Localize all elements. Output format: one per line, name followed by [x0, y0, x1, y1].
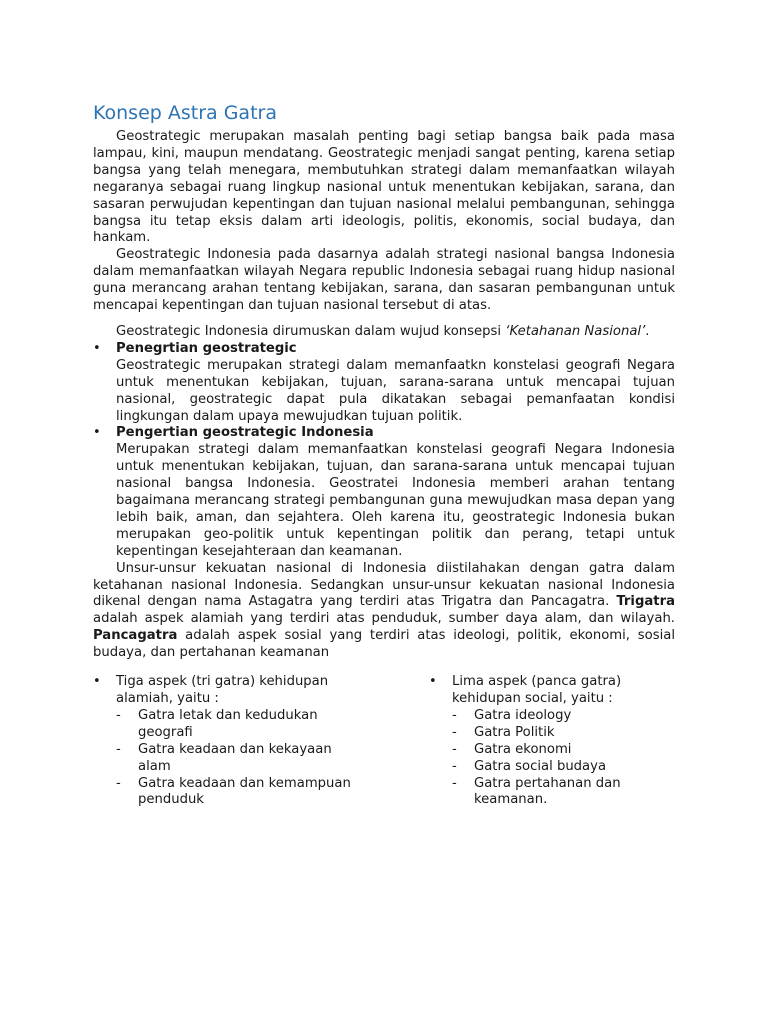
list-item: - Gatra ekonomi	[452, 741, 572, 757]
list-item: - Gatra keadaan dan kekayaan alam	[116, 741, 332, 774]
pancagatra-list	[452, 708, 652, 809]
document-content	[93, 101, 675, 809]
ketahanan-nasional-term: ‘Ketahanan Nasional’	[505, 323, 646, 339]
dash-icon: -	[452, 724, 457, 740]
bullet-2-text: Merupakan strategi dalam memanfaatkan konstelasi geografi Negara Indonesia untuk menentukan kebijakan, tujuan, dan sarana-sarana untuk mencapai tujuan nasional bangsa Indonesia. Geostratei Indonesia memberi arahan tentang bagaimana merancang strategi pembangunan guna mewujudkan masa depan yang lebih baik, aman, dan sejahtera. Oleh karena itu, geostrategic Indonesia bukan merupakan geo-politik untuk kepentingan politik dan perang, tetapi untuk kepentingan kesejahteraan dan keamanan.	[116, 442, 675, 559]
dash-icon: -	[452, 758, 457, 774]
paragraph-4	[93, 561, 675, 662]
paragraph-4-a: Unsur-unsur kekuatan nasional di Indonesia diistilahakan dengan gatra dalam ketahanan nasional Indonesia. Sedangkan unsur-unsur kekuatan nasional Indonesia dikenal dengan nama Astagatra yang terdiri atas Trigatra dan Pancagatra.	[93, 560, 675, 610]
dash-icon: -	[116, 775, 121, 791]
dash-icon: -	[116, 741, 121, 757]
pancagatra-column	[429, 674, 652, 809]
pancagatra-term: Pancagatra	[93, 628, 178, 644]
bullet-1-text: Geostrategic merupakan strategi dalam memanfaatkn konstelasi geografi Negara untuk menentukan kebijakan, tujuan, sarana-sarana untuk mencapai tujuan nasional, geostrategic dapat pula dikatakan sebagai pemanfaatan kondisi lingkungan dalam upaya mewujudkan tujuan politik.	[116, 357, 675, 424]
pancagatra-heading: Lima aspek (panca gatra) kehidupan social, yaitu :	[452, 674, 622, 706]
list-item: - Gatra letak dan kedudukan geografi	[116, 707, 318, 740]
list-item: - Gatra keadaan dan kemampuan penduduk	[116, 775, 351, 808]
bullet-geostrategic	[93, 341, 675, 426]
paragraph-2: Geostrategic Indonesia pada dasarnya adalah strategi nasional bangsa Indonesia dalam memanfaatkan wilayah Negara republic Indonesia sebagai ruang hidup nasional guna merancang arahan tentang kebijakan, sarana, dan sasaran pembangunan untuk mencapai kepentingan dan tujuan nasional tersebut di atas.	[93, 247, 675, 314]
list-item: - Gatra ideology	[452, 707, 572, 723]
paragraph-3	[93, 324, 675, 341]
list-item: - Gatra Politik	[452, 724, 555, 740]
trigatra-heading: Tiga aspek (tri gatra) kehidupan alamiah, yaitu :	[116, 674, 329, 706]
list-item: - Gatra social budaya	[452, 758, 607, 774]
paragraph-3-end: .	[645, 323, 650, 339]
bullet-dot-icon: •	[93, 674, 101, 690]
dash-icon: -	[452, 741, 457, 757]
bullet-dot-icon: •	[93, 425, 101, 441]
dash-icon: -	[116, 707, 121, 723]
bullet-geostrategic-indonesia	[93, 425, 675, 560]
trigatra-term: Trigatra	[616, 594, 675, 610]
paragraph-3-text: Geostrategic Indonesia dirumuskan dalam wujud konsepsi	[116, 323, 506, 339]
bullet-2-title: Pengertian geostrategic Indonesia	[116, 425, 374, 441]
trigatra-list	[116, 708, 359, 809]
gatra-columns	[93, 674, 675, 809]
bullet-1-title: Penegrtian geostrategic	[116, 340, 297, 356]
paragraph-4-c: adalah aspek alamiah yang terdiri atas penduduk, sumber daya alam, dan wilayah.	[93, 611, 675, 627]
paragraph-1: Geostrategic merupakan masalah penting bagi setiap bangsa baik pada masa lampau, kini, maupun mendatang. Geostrategic menjadi sangat penting, karena setiap bangsa yang telah menegara, membutuhkan strategi dalam memanfaatkan wilayah negaranya sebagai ruang lingkup nasional untuk menentukan kebijakan, sarana, dan sasaran perwujudan kepentingan dan tujuan nasional melalui pembangunan, sehingga bangsa itu tetap eksis dalam arti ideologis, politis, ekonomis, social budaya, dan hankam.	[93, 129, 675, 246]
dash-icon: -	[452, 707, 457, 723]
bullet-dot-icon: •	[93, 340, 101, 356]
trigatra-column	[93, 674, 359, 809]
bullet-dot-icon: •	[429, 674, 437, 690]
list-item: - Gatra pertahanan dan keamanan.	[452, 775, 621, 808]
paragraph-4-d: adalah aspek sosial yang terdiri atas ideologi, politik, ekonomi, sosial budaya, dan pertahanan keamanan	[93, 628, 675, 661]
page-title: Konsep Astra Gatra	[93, 102, 277, 124]
dash-icon: -	[452, 775, 457, 791]
